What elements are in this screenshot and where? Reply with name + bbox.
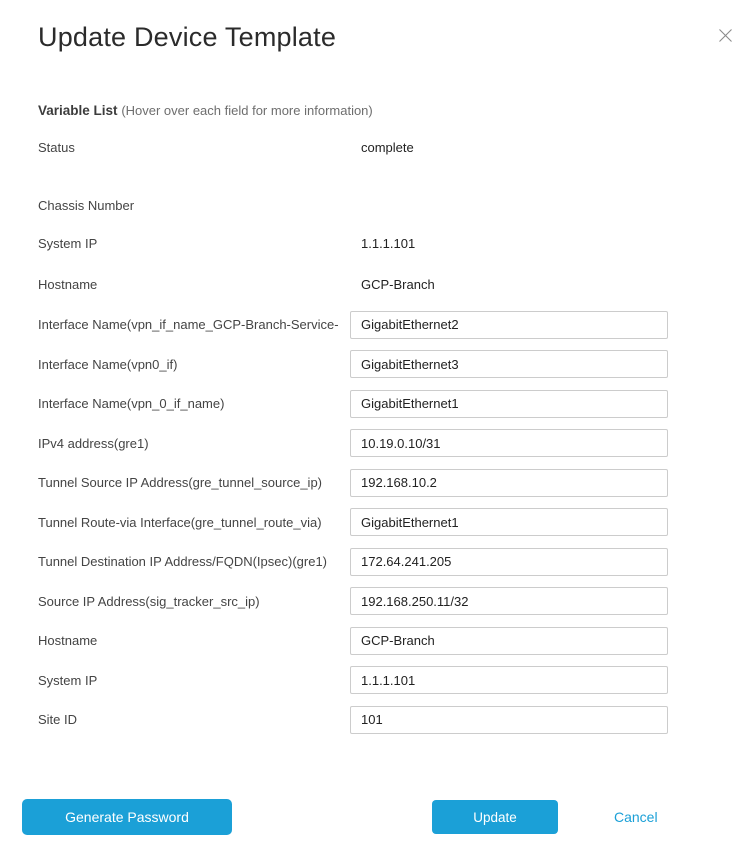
interface-name-vpn0-if-input[interactable]	[350, 350, 668, 378]
field-label: Hostname	[38, 276, 98, 292]
field-label: IPv4 address(gre1)	[38, 435, 149, 451]
field-label: Site ID	[38, 712, 78, 727]
row-status	[38, 133, 714, 161]
row-system-ip-static	[38, 229, 714, 257]
row-tunnel-destination-ip	[38, 547, 714, 576]
row-tunnel-route-via-interface	[38, 508, 714, 537]
field-label: System IP	[38, 672, 98, 688]
update-button[interactable]: Update	[432, 800, 558, 834]
system-ip-input[interactable]	[350, 666, 668, 694]
field-label: Tunnel Route-via Interface(gre_tunnel_route_via)	[38, 514, 322, 530]
status-value: complete	[361, 139, 414, 155]
variable-list-heading: Variable List	[38, 103, 118, 118]
field-label: Hostname	[38, 633, 98, 648]
row-hostname	[38, 626, 714, 655]
tunnel-destination-ip-input[interactable]	[350, 548, 668, 576]
dialog-footer	[22, 799, 752, 835]
field-label: Interface Name(vpn_if_name_GCP-Branch-Service-	[38, 317, 339, 332]
field-label: System IP	[38, 235, 98, 251]
cancel-button[interactable]: Cancel	[614, 809, 658, 825]
hostname-value: GCP-Branch	[361, 276, 435, 292]
system-ip-value: 1.1.1.101	[361, 235, 416, 251]
row-tunnel-source-ip	[38, 468, 714, 497]
field-label: Interface Name(vpn_0_if_name)	[38, 396, 225, 411]
hostname-input[interactable]	[350, 627, 668, 655]
tunnel-source-ip-input[interactable]	[350, 469, 668, 497]
row-interface-name-vpn-0-if-name	[38, 389, 714, 418]
field-label: Tunnel Source IP Address(gre_tunnel_source_ip)	[38, 475, 323, 490]
update-device-template-dialog	[0, 22, 752, 865]
row-interface-name-service-vpn	[38, 310, 714, 339]
row-hostname-static	[38, 270, 714, 298]
row-ipv4-address-gre1	[38, 429, 714, 458]
field-label: Interface Name(vpn0_if)	[38, 356, 178, 372]
field-label: Status	[38, 139, 75, 155]
close-icon[interactable]	[717, 27, 733, 43]
page-title: Update Device Template	[38, 22, 337, 52]
field-label: Tunnel Destination IP Address/FQDN(Ipsec)(gre1)	[38, 554, 328, 569]
variable-list-header	[38, 103, 714, 119]
interface-name-service-vpn-input[interactable]	[350, 311, 668, 339]
field-label: Source IP Address(sig_tracker_src_ip)	[38, 593, 260, 609]
generate-password-button[interactable]: Generate Password	[22, 799, 232, 835]
row-interface-name-vpn0-if	[38, 350, 714, 379]
close-x-glyph	[718, 28, 733, 43]
source-ip-sig-tracker-input[interactable]	[350, 587, 668, 615]
interface-name-vpn-0-if-name-input[interactable]	[350, 390, 668, 418]
row-source-ip-sig-tracker	[38, 587, 714, 616]
row-system-ip	[38, 666, 714, 695]
field-label: Chassis Number	[38, 197, 135, 213]
site-id-input[interactable]	[350, 706, 668, 734]
tunnel-route-via-interface-input[interactable]	[350, 508, 668, 536]
row-site-id	[38, 705, 714, 734]
variable-list	[38, 133, 714, 734]
ipv4-address-gre1-input[interactable]	[350, 429, 668, 457]
row-chassis-number	[38, 191, 714, 219]
variable-list-hint: (Hover over each field for more information)	[121, 103, 373, 118]
